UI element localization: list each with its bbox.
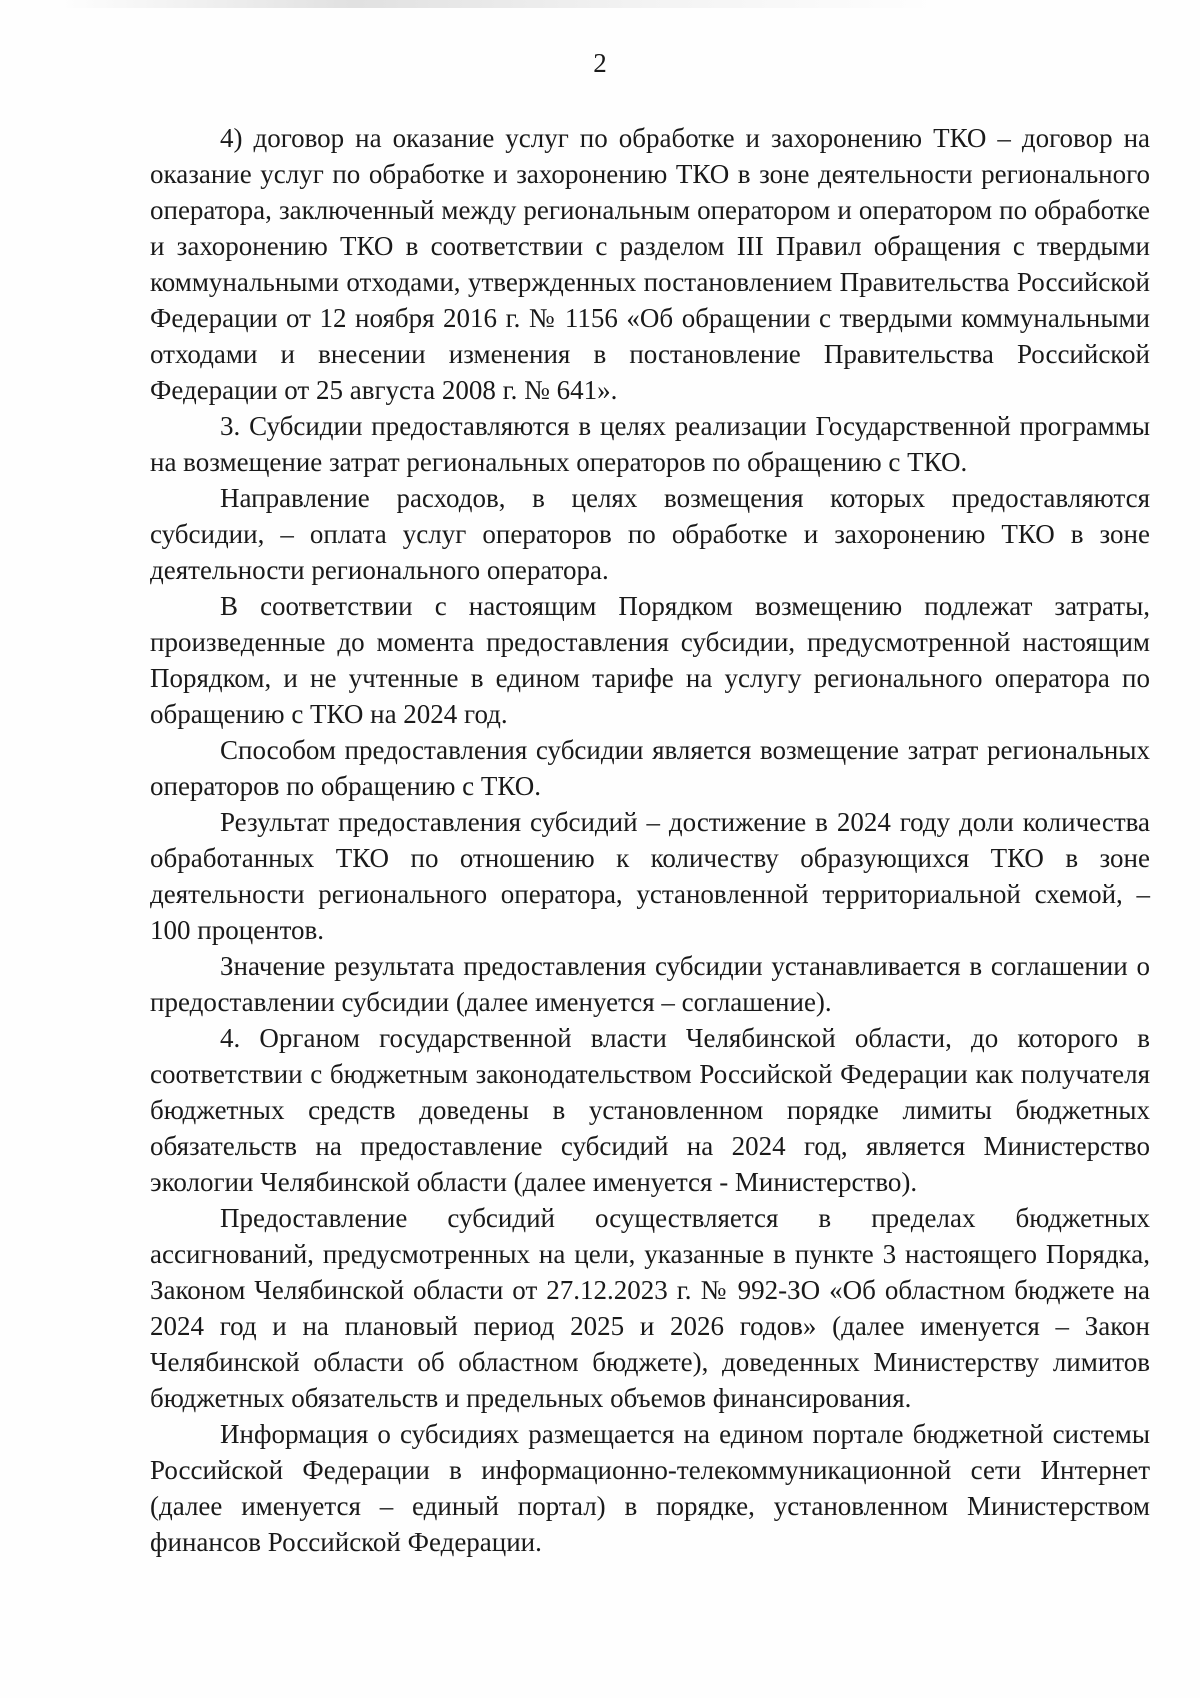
page-number: 2	[593, 48, 607, 78]
paragraph: В соответствии с настоящим Порядком возмещению подлежат затраты, произведенные до момента предоставления субсидии, предусмотренной настоящим Порядком, и не учтенные в едином тарифе на услугу регионального оператора по обращению с ТКО на 2024 год.	[150, 591, 1150, 729]
paragraph: 4. Органом государственной власти Челябинской области, до которого в соответствии с бюджетным законодательством Российской Федерации как получателя бюджетных средств доведены в установленном порядке лимиты бюджетных обязательств на предоставление субсидий на 2024 год, является Министерство экологии Челябинской области (далее именуется - Министерство).	[150, 1023, 1150, 1197]
document-body	[150, 120, 1150, 1560]
paragraph: 3. Субсидии предоставляются в целях реализации Государственной программы на возмещение затрат региональных операторов по обращению с ТКО.	[150, 411, 1150, 477]
scan-edge-artifact	[60, 0, 940, 8]
paragraph: Направление расходов, в целях возмещения которых предоставляются субсидии, – оплата услуг операторов по обработке и захоронению ТКО в зоне деятельности регионального оператора.	[150, 483, 1150, 585]
paragraph: Информация о субсидиях размещается на едином портале бюджетной системы Российской Федерации в информационно-телекоммуникационной сети Интернет (далее именуется – единый портал) в порядке, установленном Министерством финансов Российской Федерации.	[150, 1419, 1150, 1557]
paragraph: Результат предоставления субсидий – достижение в 2024 году доли количества обработанных ТКО по отношению к количеству образующихся ТКО в зоне деятельности регионального оператора, установленной территориальной схемой, – 100 процентов.	[150, 807, 1150, 945]
paragraph: Способом предоставления субсидии является возмещение затрат региональных операторов по обращению с ТКО.	[150, 735, 1150, 801]
paragraph: Значение результата предоставления субсидии устанавливается в соглашении о предоставлении субсидии (далее именуется – соглашение).	[150, 951, 1150, 1017]
paragraph: 4) договор на оказание услуг по обработке и захоронению ТКО – договор на оказание услуг по обработке и захоронению ТКО в зоне деятельности регионального оператора, заключенный между региональным оператором и оператором по обработке и захоронению ТКО в соответствии с разделом III Правил обращения с твердыми коммунальными отходами, утвержденных постановлением Правительства Российской Федерации от 12 ноября 2016 г. № 1156 «Об обращении с твердыми коммунальными отходами и внесении изменения в постановление Правительства Российской Федерации от 25 августа 2008 г. № 641».	[150, 123, 1150, 405]
paragraph: Предоставление субсидий осуществляется в пределах бюджетных ассигнований, предусмотренных на цели, указанные в пункте 3 настоящего Порядка, Законом Челябинской области от 27.12.2023 г. № 992-ЗО «Об областном бюджете на 2024 год и на плановый период 2025 и 2026 годов» (далее именуется – Закон Челябинской области об областном бюджете), доведенных Министерству лимитов бюджетных обязательств и предельных объемов финансирования.	[150, 1203, 1150, 1413]
